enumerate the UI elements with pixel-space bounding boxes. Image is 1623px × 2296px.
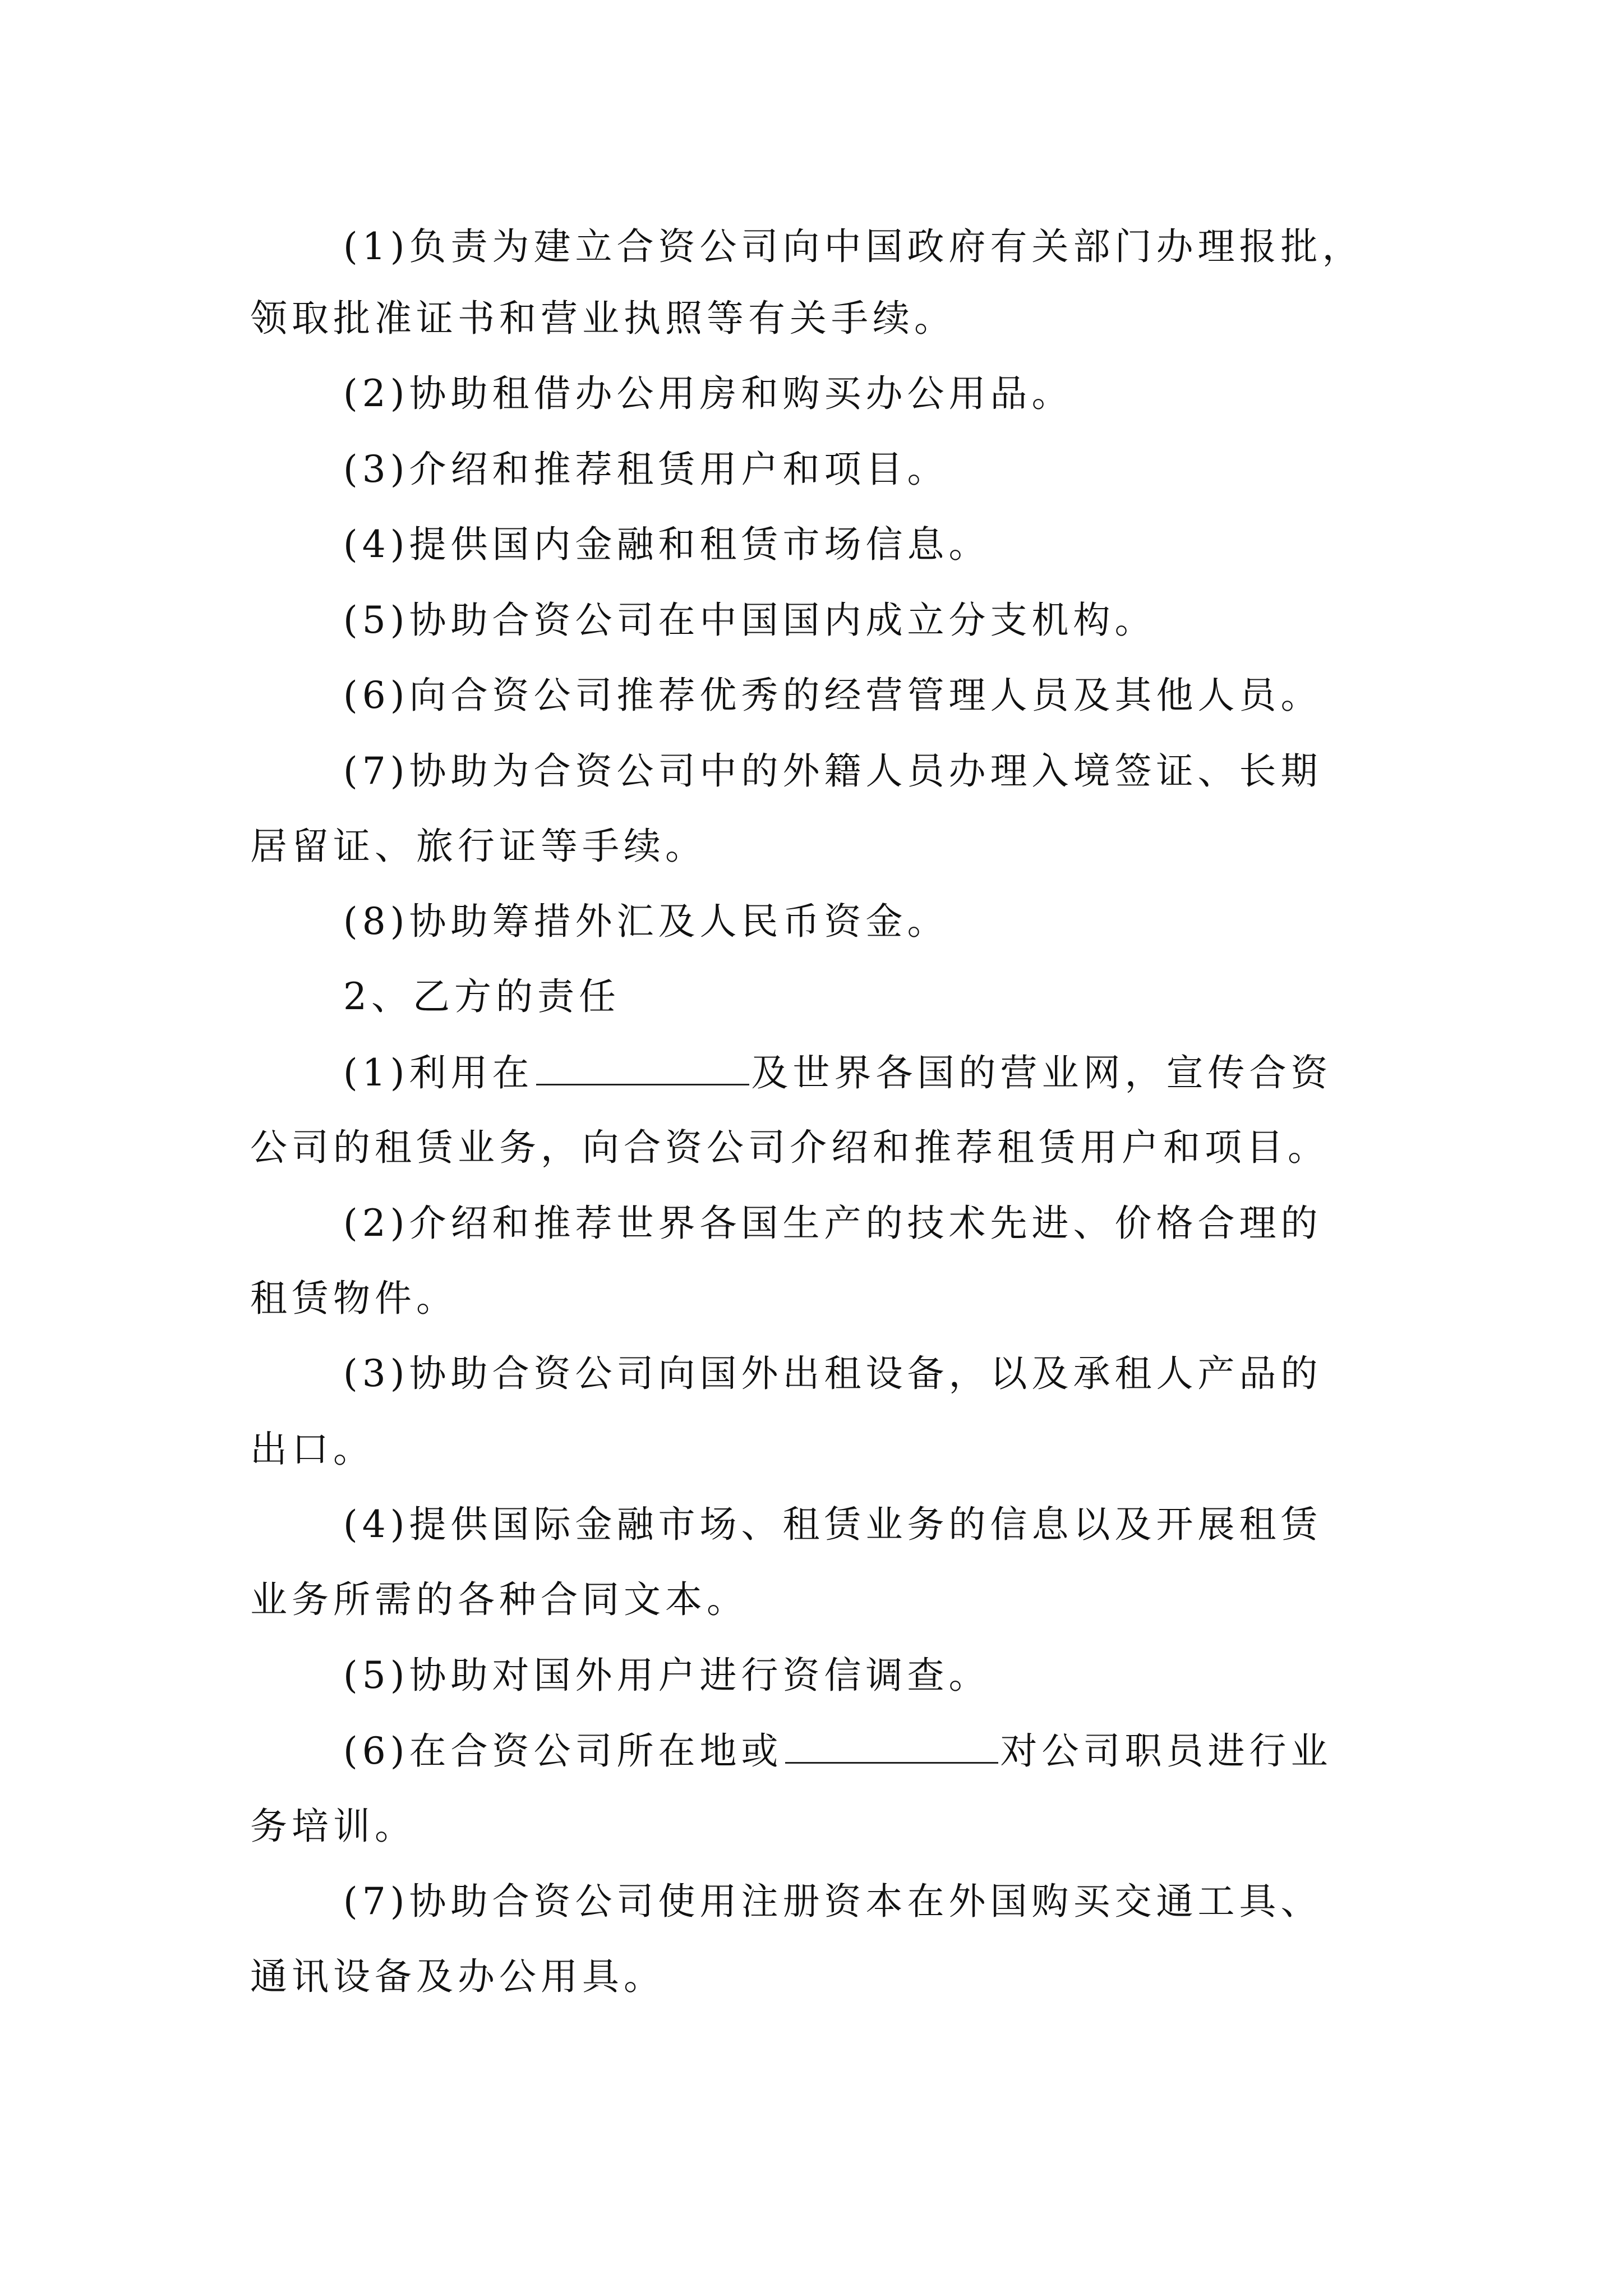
party-b-item-1-line-1 [343,1050,1332,1096]
party-a-item-8: (8)协助筹措外汇及人民币资金。 [343,900,949,943]
fill-in-blank-2[interactable] [785,1728,998,1764]
party-b-item-5: (5)协助对国外用户进行资信调查。 [343,1654,990,1697]
party-b-item-3-line-2: 出口。 [250,1428,375,1471]
party-a-item-7-line-2: 居留证、旅行证等手续。 [250,825,707,868]
party-b-item-3-line-1: (3)协助合资公司向国外出租设备，以及承租人产品的 [343,1352,1322,1395]
party-a-item-5: (5)协助合资公司在中国国内成立分支机构。 [343,599,1156,642]
party-b-item-2-line-2: 租赁物件。 [250,1277,458,1320]
party-b-item-1-text-after-blank: 及世界各国的营业网，宣传合资 [751,1051,1332,1094]
party-a-item-2: (2)协助租借办公用房和购买办公用品。 [343,372,1073,415]
fill-in-blank-1[interactable] [536,1050,749,1085]
party-b-item-7-line-1: (7)协助合资公司使用注册资本在外国购买交通工具、 [343,1880,1322,1923]
party-a-item-3: (3)介绍和推荐租赁用户和项目。 [343,448,949,491]
party-b-item-4-line-1: (4)提供国际金融市场、租赁业务的信息以及开展租赁 [343,1503,1322,1546]
party-b-item-1-line-2: 公司的租赁业务，向合资公司介绍和推荐租赁用户和项目。 [250,1126,1329,1169]
party-a-item-7-line-1: (7)协助为合资公司中的外籍人员办理入境签证、长期 [343,749,1322,793]
section-heading-party-b: 2、乙方的责任 [343,975,620,1018]
party-b-item-6-text-before-blank: (6)在合资公司所在地或 [343,1729,783,1773]
party-b-item-1-text-before-blank: (1)利用在 [343,1051,534,1094]
party-b-item-6-text-after-blank: 对公司职员进行业 [1000,1729,1332,1773]
party-a-item-4: (4)提供国内金融和租赁市场信息。 [343,523,990,566]
party-a-item-1-line-1: (1)负责为建立合资公司向中国政府有关部门办理报批， [343,225,1364,268]
party-b-item-7-line-2: 通讯设备及办公用具。 [250,1955,665,1998]
party-b-item-4-line-2: 业务所需的各种合同文本。 [250,1578,748,1621]
party-a-item-1-line-2: 领取批准证书和营业执照等有关手续。 [250,297,956,340]
party-b-item-2-line-1: (2)介绍和推荐世界各国生产的技术先进、价格合理的 [343,1202,1322,1245]
party-b-item-6-line-2: 务培训。 [250,1805,416,1848]
party-a-item-6: (6)向合资公司推荐优秀的经营管理人员及其他人员。 [343,674,1322,717]
party-b-item-6-line-1 [343,1728,1332,1774]
